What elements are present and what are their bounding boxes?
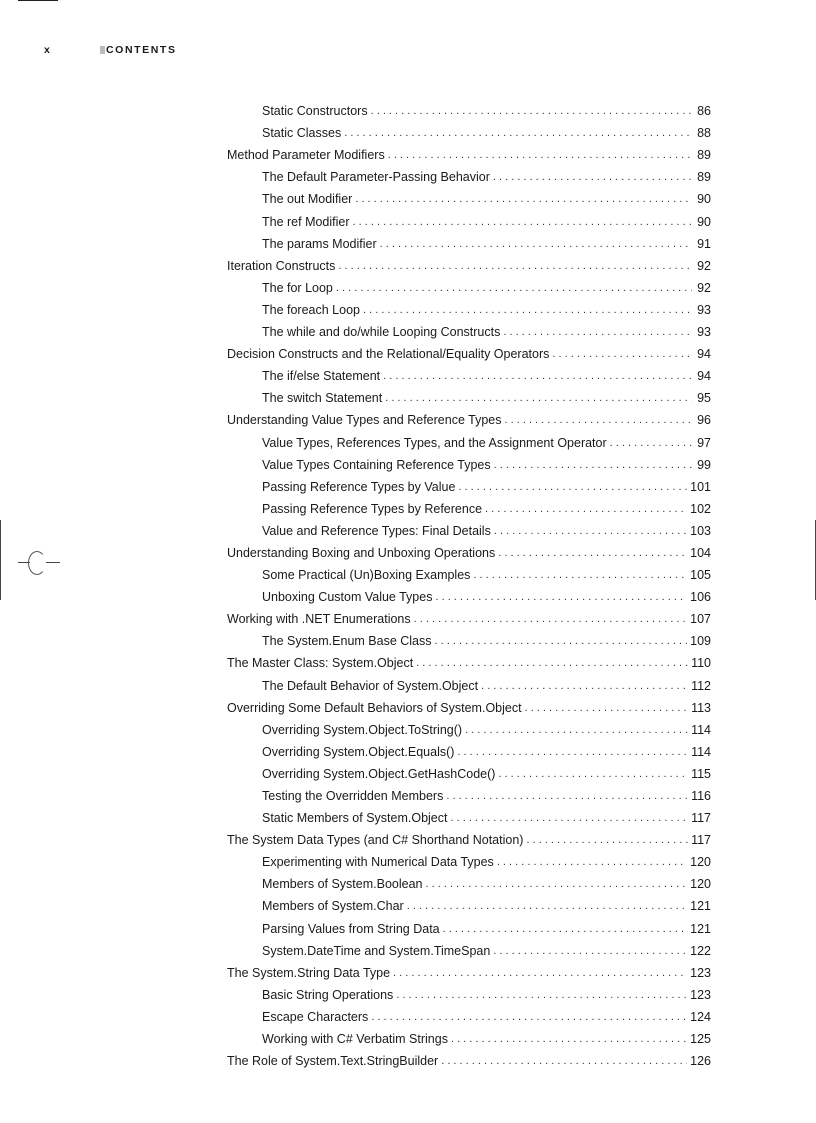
page-number: x (44, 44, 52, 56)
toc-entry (227, 959, 711, 981)
toc-entry (227, 230, 711, 252)
dot-leader (450, 811, 688, 826)
toc-entry-title: Decision Constructs and the Relational/Equality Operators (227, 347, 550, 362)
toc-entry-title: Basic String Operations (262, 987, 394, 1002)
toc-entry-title: Value and Reference Types: Final Details (262, 523, 491, 538)
toc-entry-page: 97 (697, 435, 711, 450)
toc-entry-page: 116 (691, 789, 711, 803)
dot-leader (473, 568, 687, 583)
toc-entry (227, 119, 711, 141)
section-title (100, 44, 177, 56)
dot-leader (465, 723, 688, 738)
toc-entry (227, 207, 711, 229)
toc-entry-title: Overriding Some Default Behaviors of System.Object (227, 700, 522, 715)
toc-entry-title: The Default Parameter-Passing Behavior (262, 170, 490, 185)
toc-entry-title: Testing the Overridden Members (262, 789, 444, 803)
dot-leader (371, 1010, 687, 1025)
toc-entry-page: 123 (690, 987, 711, 1002)
dot-leader (485, 502, 687, 517)
dot-leader (498, 767, 688, 782)
dot-leader (385, 391, 692, 406)
toc-entry-title: System.DateTime and System.TimeSpan (262, 943, 491, 958)
dot-leader (353, 215, 692, 230)
toc-entry (227, 451, 711, 473)
toc-entry (227, 274, 711, 296)
dot-leader (493, 170, 692, 185)
toc-entry-title: Overriding System.Object.GetHashCode() (262, 766, 496, 781)
toc-entry (227, 406, 711, 428)
dot-leader (393, 966, 687, 981)
dot-leader (451, 1032, 687, 1047)
toc-entry-page: 120 (690, 855, 711, 870)
toc-entry-title: Experimenting with Numerical Data Types (262, 855, 494, 870)
toc-entry-page: 115 (691, 766, 711, 781)
toc-entry-page: 121 (690, 921, 711, 936)
top-crop-rule (18, 0, 58, 1)
toc-entry (227, 539, 711, 561)
toc-entry-title: Passing Reference Types by Reference (262, 501, 483, 516)
toc-entry-title: Working with C# Verbatim Strings (262, 1032, 448, 1047)
toc-entry-page: 122 (690, 943, 711, 958)
toc-entry-page: 102 (690, 501, 711, 516)
dot-leader (443, 922, 688, 937)
dot-leader (355, 192, 692, 207)
toc-entry (227, 627, 711, 649)
toc-entry-title: Iteration Constructs (227, 258, 336, 273)
dot-leader (435, 634, 688, 649)
toc-entry-page: 92 (697, 258, 711, 273)
toc-entry (227, 495, 711, 517)
toc-entry (227, 760, 711, 782)
toc-entry-title: The ref Modifier (262, 214, 350, 229)
toc-entry (227, 362, 711, 384)
toc-entry-page: 86 (697, 104, 711, 119)
toc-entry-title: Value Types Containing Reference Types (262, 457, 491, 472)
dot-leader (497, 855, 687, 870)
toc-entry-page: 124 (690, 1009, 711, 1024)
dot-leader (493, 944, 687, 959)
toc-entry-page: 107 (690, 612, 711, 627)
toc-entry-page: 106 (690, 590, 711, 605)
toc-entry-title: The for Loop (262, 280, 333, 295)
dot-leader (441, 1054, 687, 1069)
dot-leader (526, 833, 688, 848)
dot-leader (414, 612, 688, 627)
toc-entry-page: 93 (697, 302, 711, 317)
toc-entry-page: 94 (697, 369, 711, 384)
toc-entry (227, 583, 711, 605)
section-title-text: CONTENTS (106, 44, 177, 56)
toc-entry (227, 914, 711, 936)
toc-entry (227, 185, 711, 207)
toc-entry-title: Method Parameter Modifiers (227, 148, 385, 163)
toc-entry-title: Static Classes (262, 126, 342, 141)
toc-entry-title: The foreach Loop (262, 302, 360, 317)
dot-leader (336, 281, 692, 296)
toc-entry (227, 318, 711, 340)
toc-entry-title: Understanding Value Types and Reference Types (227, 413, 502, 428)
dot-leader (383, 369, 692, 384)
dot-leader (435, 590, 687, 605)
toc-entry-page: 103 (690, 523, 711, 538)
toc-entry-title: The Default Behavior of System.Object (262, 678, 479, 693)
toc-entry (227, 1025, 711, 1047)
toc-entry (227, 937, 711, 959)
toc-entry-page: 94 (697, 347, 711, 362)
dot-leader (426, 877, 688, 892)
toc-entry-title: The while and do/while Looping Constructs (262, 325, 501, 340)
dot-leader (371, 104, 692, 119)
toc-entry-title: Overriding System.Object.ToString() (262, 722, 463, 737)
toc-entry (227, 981, 711, 1003)
toc-entry (227, 649, 711, 671)
toc-entry-page: 90 (697, 214, 711, 229)
dot-leader (338, 259, 692, 274)
dot-leader (344, 126, 692, 141)
toc-entry (227, 97, 711, 119)
dot-leader (503, 325, 692, 340)
dot-leader (446, 789, 688, 804)
toc-entry-page: 125 (690, 1032, 711, 1047)
toc-entry-page: 126 (690, 1054, 711, 1069)
dot-leader (498, 546, 687, 561)
toc-entry (227, 892, 711, 914)
toc-entry (227, 517, 711, 539)
toc-entry-page: 93 (697, 325, 711, 340)
toc-entry-page: 92 (697, 280, 711, 295)
dot-leader (388, 148, 692, 163)
table-of-contents (227, 97, 711, 1069)
toc-entry (227, 716, 711, 738)
toc-entry-title: Value Types, References Types, and the Assignment Operator (262, 435, 607, 450)
toc-entry-title: Some Practical (Un)Boxing Examples (262, 568, 471, 583)
toc-entry (227, 296, 711, 318)
toc-entry (227, 782, 711, 804)
toc-entry (227, 848, 711, 870)
toc-entry-page: 89 (697, 170, 711, 185)
toc-entry-page: 91 (697, 236, 711, 251)
dot-leader (407, 899, 687, 914)
toc-entry-page: 90 (697, 192, 711, 207)
dot-leader (380, 237, 692, 252)
dot-leader (416, 656, 688, 671)
toc-entry-title: Static Constructors (262, 104, 368, 119)
toc-entry-page: 114 (691, 744, 711, 759)
toc-entry (227, 473, 711, 495)
toc-entry (227, 252, 711, 274)
toc-entry-title: The System.String Data Type (227, 965, 391, 980)
section-marker-icon (100, 46, 105, 54)
toc-entry-title: Unboxing Custom Value Types (262, 590, 433, 605)
toc-entry-page: 101 (690, 479, 711, 494)
dot-leader (494, 524, 687, 539)
toc-entry-title: Overriding System.Object.Equals() (262, 744, 455, 759)
toc-entry (227, 384, 711, 406)
toc-entry-title: The switch Statement (262, 391, 383, 406)
toc-entry-page: 114 (691, 722, 711, 737)
toc-entry (227, 605, 711, 627)
toc-entry-title: The System Data Types (and C# Shorthand Notation) (227, 833, 524, 848)
toc-entry (227, 163, 711, 185)
dot-leader (457, 745, 688, 760)
toc-entry-title: The System.Enum Base Class (262, 634, 432, 649)
toc-entry-page: 123 (690, 965, 711, 980)
toc-entry (227, 804, 711, 826)
toc-entry-page: 109 (690, 634, 711, 649)
toc-entry-page: 89 (697, 148, 711, 163)
toc-entry (227, 141, 711, 163)
toc-entry (227, 1047, 711, 1069)
toc-entry (227, 428, 711, 450)
toc-entry-page: 120 (690, 877, 711, 892)
toc-entry (227, 671, 711, 693)
toc-entry (227, 694, 711, 716)
dot-leader (552, 347, 692, 362)
toc-entry-title: Escape Characters (262, 1009, 369, 1024)
toc-entry (227, 826, 711, 848)
toc-entry-page: 121 (690, 899, 711, 914)
toc-entry (227, 870, 711, 892)
toc-entry-page: 117 (691, 811, 711, 826)
toc-entry (227, 340, 711, 362)
toc-entry-page: 112 (691, 678, 711, 693)
toc-entry-title: Understanding Boxing and Unboxing Operations (227, 545, 496, 560)
dot-leader (481, 679, 688, 694)
toc-entry-page: 99 (697, 457, 711, 472)
dot-leader (363, 303, 692, 318)
toc-entry-page: 117 (691, 833, 711, 848)
toc-entry-title: Static Members of System.Object (262, 811, 448, 826)
toc-entry-title: The Role of System.Text.StringBuilder (227, 1054, 439, 1069)
left-crop-mark (0, 520, 1, 600)
toc-entry-title: Members of System.Char (262, 899, 404, 914)
toc-entry-title: Parsing Values from String Data (262, 921, 440, 936)
dot-leader (610, 436, 692, 451)
registration-mark-icon (28, 551, 46, 575)
dot-leader (505, 413, 693, 428)
toc-entry (227, 738, 711, 760)
toc-entry-page: 113 (691, 700, 711, 715)
toc-entry-title: The params Modifier (262, 236, 377, 251)
registration-tick-right (46, 562, 60, 563)
toc-entry-title: Passing Reference Types by Value (262, 479, 456, 494)
toc-entry-page: 110 (691, 656, 711, 671)
dot-leader (494, 458, 692, 473)
toc-entry-page: 88 (697, 126, 711, 141)
toc-entry (227, 561, 711, 583)
toc-entry-title: The out Modifier (262, 192, 353, 207)
toc-entry-title: Working with .NET Enumerations (227, 612, 411, 627)
toc-entry-page: 95 (697, 391, 711, 406)
toc-entry-title: The if/else Statement (262, 369, 381, 384)
toc-entry-page: 105 (690, 568, 711, 583)
dot-leader (525, 701, 688, 716)
dot-leader (396, 988, 687, 1003)
toc-entry-page: 96 (697, 413, 711, 428)
toc-entry-title: The Master Class: System.Object (227, 656, 414, 671)
toc-entry-title: Members of System.Boolean (262, 877, 423, 892)
dot-leader (458, 480, 687, 495)
toc-entry (227, 1003, 711, 1025)
toc-entry-page: 104 (690, 545, 711, 560)
